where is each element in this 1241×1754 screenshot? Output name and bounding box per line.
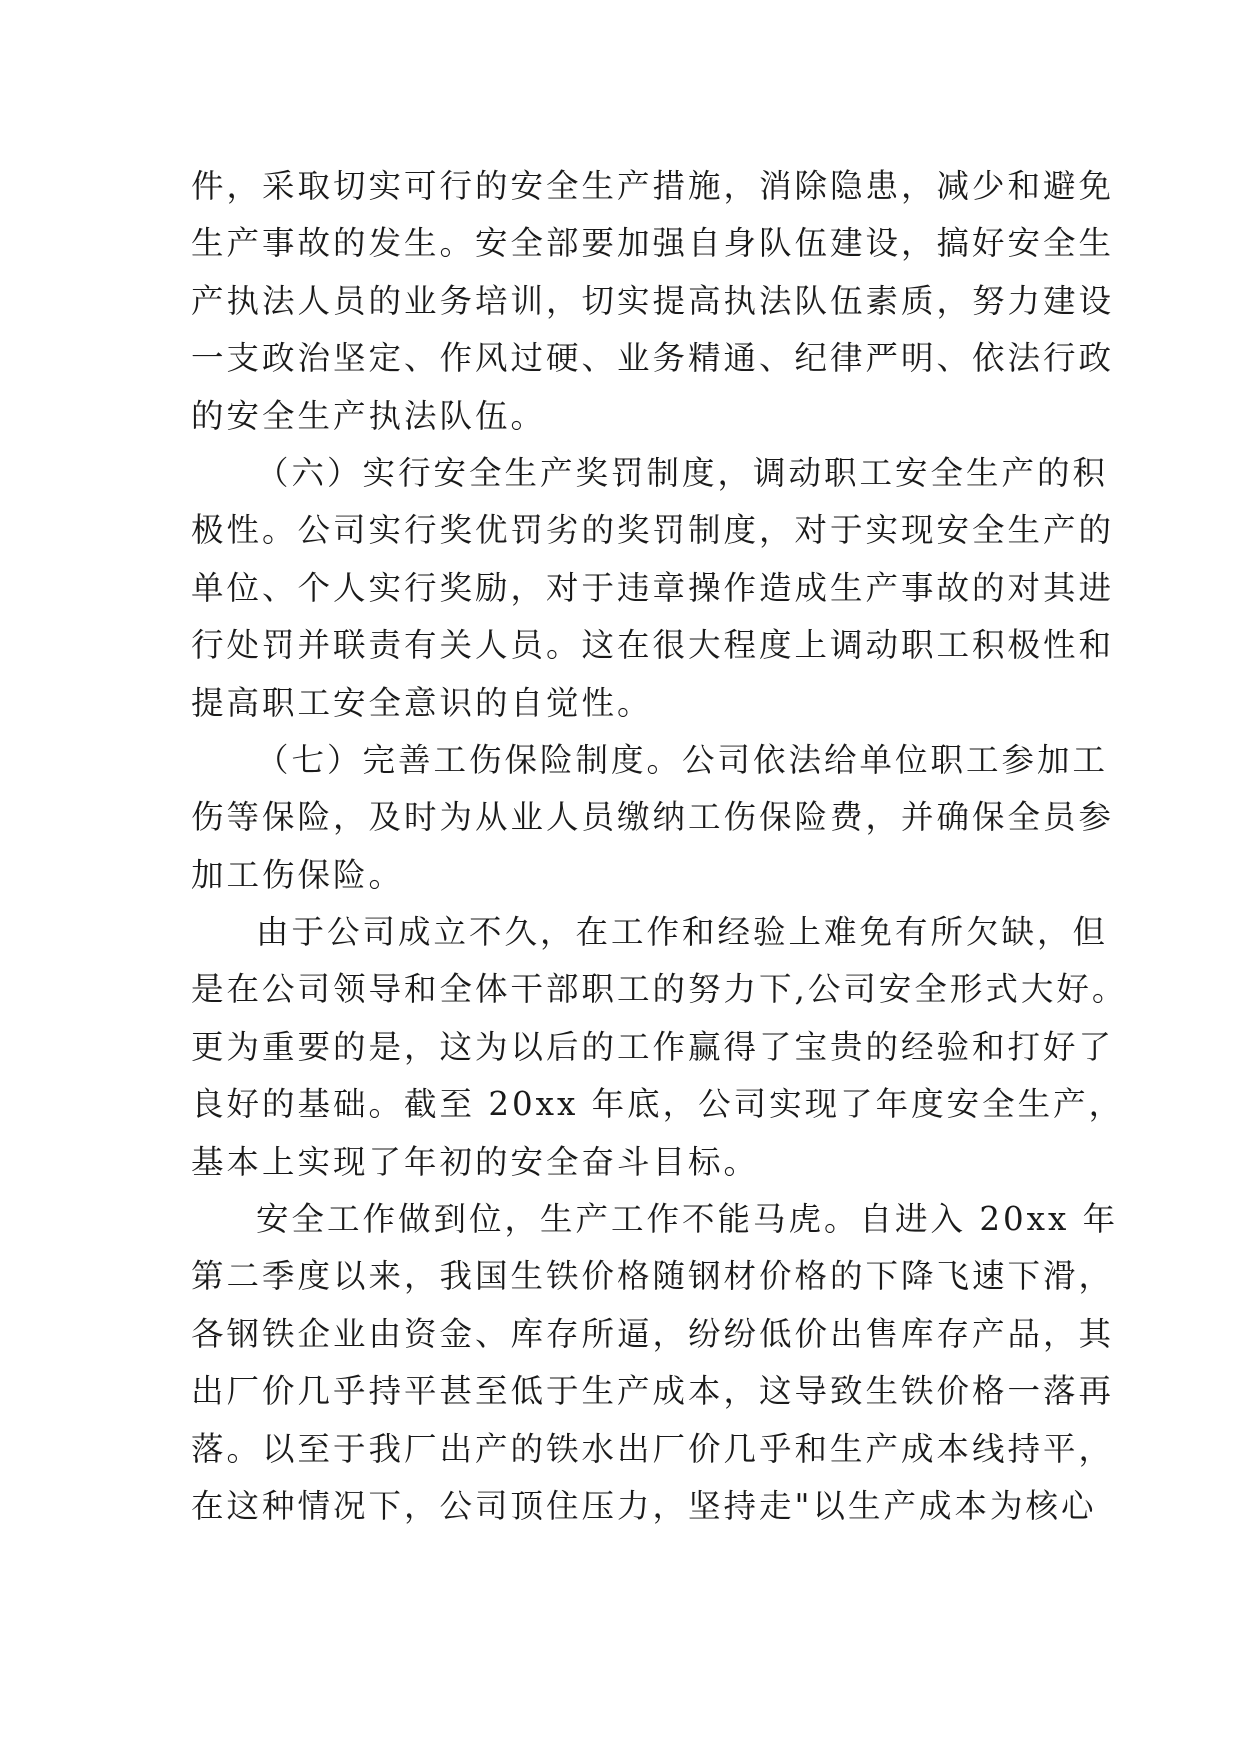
text-line: 由于公司成立不久，在工作和经验上难免有所欠缺，但 [256,913,1109,952]
text-line: 加工伤保险。 [191,855,405,894]
paragraph-5 [191,1191,1119,1535]
document-body [191,158,1128,1535]
paragraph-2 [191,445,1115,732]
text-line: 良好的基础。截至 20xx 年底，公司实现了年度安全生产， [191,1085,1125,1124]
text-line: 的安全生产执法队伍。 [191,396,547,435]
text-line: 落。以至于我厂出产的铁水出厂价几乎和生产成本线持平， [191,1429,1115,1468]
text-line: 行处罚并联责有关人员。这在很大程度上调动职工积极性和 [191,626,1115,665]
text-line: 是在公司领导和全体干部职工的努力下,公司安全形式大好。 [191,970,1128,1009]
text-line: （七）完善工伤保险制度。公司依法给单位职工参加工 [256,740,1109,779]
paragraph-1 [191,158,1115,445]
text-line: 生产事故的发生。安全部要加强自身队伍建设，搞好安全生 [191,224,1115,263]
text-line: 安全工作做到位，生产工作不能马虎。自进入 20xx 年 [256,1200,1119,1239]
text-line: 件，采取切实可行的安全生产措施，消除隐患，减少和避免 [191,167,1115,205]
paragraph-4 [191,904,1128,1191]
text-line: 提高职工安全意识的自觉性。 [191,683,653,722]
text-line: 一支政治坚定、作风过硬、业务精通、纪律严明、依法行政 [191,339,1115,378]
text-line: 第二季度以来，我国生铁价格随钢材价格的下降飞速下滑， [191,1257,1115,1296]
text-line: 在这种情况下，公司顶住压力，坚持走"以生产成本为核心 [191,1486,1097,1525]
paragraph-3 [191,732,1115,904]
text-line: 出厂价几乎持平甚至低于生产成本，这导致生铁价格一落再 [191,1372,1115,1411]
text-line: 更为重要的是，这为以后的工作赢得了宝贵的经验和打好了 [191,1027,1115,1066]
text-line: 极性。公司实行奖优罚劣的奖罚制度，对于实现安全生产的 [191,511,1115,550]
text-line: 单位、个人实行奖励，对于违章操作造成生产事故的对其进 [191,568,1115,607]
text-line: 产执法人员的业务培训，切实提高执法队伍素质，努力建设 [191,281,1115,320]
text-line: 各钢铁企业由资金、库存所逼，纷纷低价出售库存产品，其 [191,1314,1115,1353]
text-line: 伤等保险，及时为从业人员缴纳工伤保险费，并确保全员参 [191,798,1115,837]
text-line: 基本上实现了年初的安全奋斗目标。 [191,1142,760,1181]
text-line: （六）实行安全生产奖罚制度，调动职工安全生产的积 [256,453,1109,492]
